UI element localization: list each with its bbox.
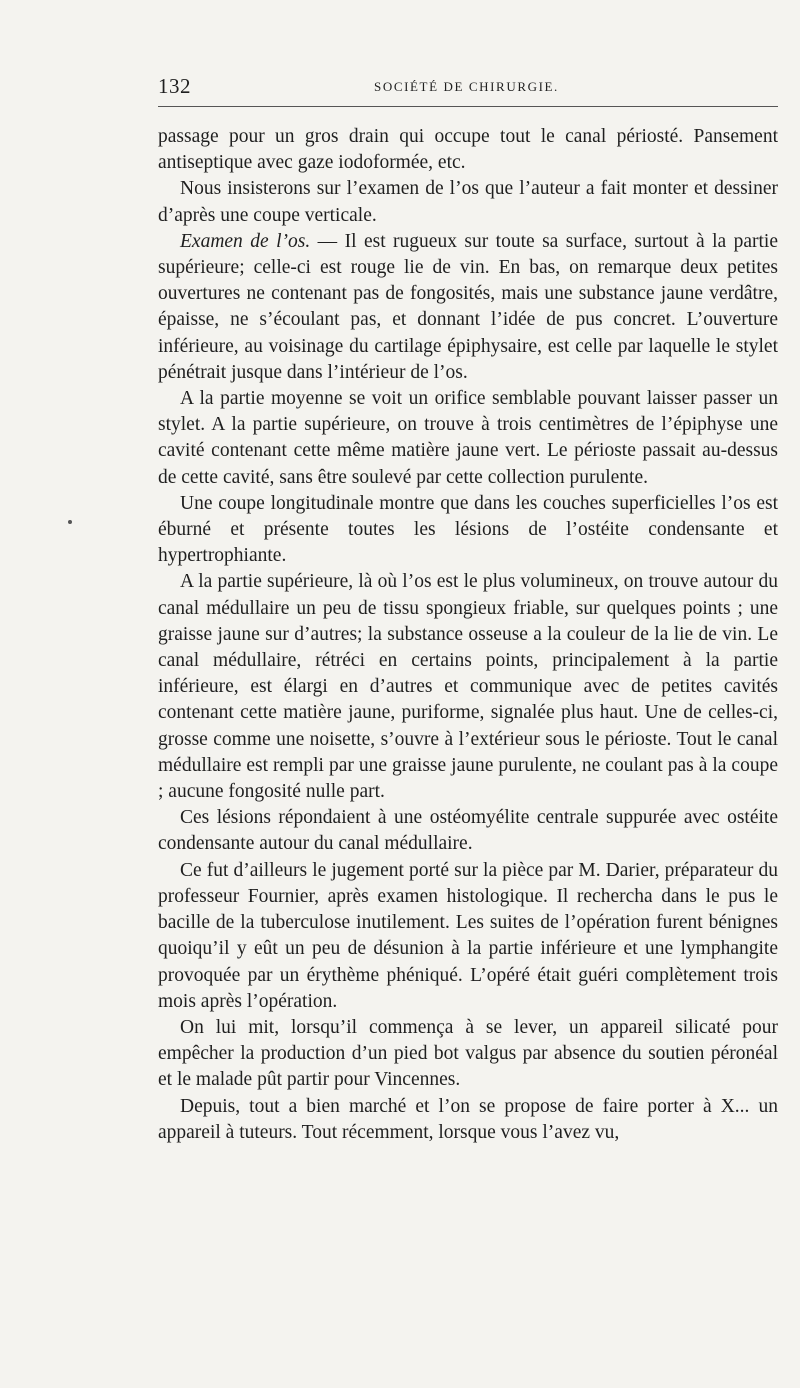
page-header — [158, 74, 778, 100]
paragraph-9: On lui mit, lorsqu’il commença à se lever, un appareil silicaté pour empêcher la production d’un pied bot valgus par absence du soutien péronéal et le malade pût partir pour Vincennes. — [158, 1016, 778, 1091]
margin-mark — [68, 520, 72, 524]
paragraph-4: A la partie moyenne se voit un orifice semblable pouvant laisser passer un stylet. A la partie supérieure, on trouve à trois centimètres de l’épiphyse une cavité contenant cette même matière jaune vert. Le périoste passait au-dessus de cette cavité, sans être soulevé par cette collection purulente. — [158, 388, 778, 488]
paragraph-10: Depuis, tout a bien marché et l’on se propose de faire porter à X... un appareil à tuteurs. Tout récemment, lorsque vous l’avez vu, — [158, 1095, 778, 1143]
page-number: 132 — [158, 74, 191, 98]
paragraph-7: Ces lésions répondaient à une ostéomyélite centrale suppurée avec ostéite condensante autour du canal médullaire. — [158, 807, 778, 855]
paragraph-1: passage pour un gros drain qui occupe tout le canal périosté. Pansement antiseptique avec gaze iodoformée, etc. — [158, 126, 778, 174]
paragraph-8: Ce fut d’ailleurs le jugement porté sur la pièce par M. Darier, préparateur du professeur Fournier, après examen histologique. Il rechercha dans le pus le bacille de la tuberculose inutilement. Les suites de l’opération furent bénignes quoiqu’il y eût un peu de désunion à la partie inférieure et une lymphangite provoquée par un érythème phéniqué. L’opéré était guéri complètement trois mois après l’opération. — [158, 859, 778, 1012]
paragraph-3-text: — Il est rugueux sur toute sa surface, surtout à la partie supérieure; celle-ci est rouge lie de vin. En bas, on remarque deux petites ouvertures ne contenant pas de fongosités, mais une substance jaune verdâtre, épaisse, ne s’écoulant pas, et donnant l’idée de pus concret. L’ouverture inférieure, au voisinage du cartilage épiphysaire, est celle par laquelle le stylet pénétrait jusque dans l’intérieur de l’os. — [158, 230, 778, 383]
section-heading: Examen de l’os. — [180, 230, 311, 252]
paragraph-2: Nous insisterons sur l’examen de l’os que l’auteur a fait monter et dessiner d’après une coupe verticale. — [158, 178, 778, 226]
paragraph-6: A la partie supérieure, là où l’os est le plus volumineux, on trouve autour du canal médullaire un peu de tissu spongieux friable, sur quelques points ; une graisse jaune sur d’autres; la substance osseuse a la couleur de la lie de vin. Le canal médullaire, rétréci en certains points, principalement à la partie inférieure, est élargi en d’autres et communique avec de petites cavités contenant cette matière jaune, puriforme, signalée plus haut. Une de celles-ci, grosse comme une noisette, s’ouvre à l’extérieur sous le périoste. Tout le canal médullaire est rempli par une graisse jaune purulente, ne coulant pas à la coupe ; aucune fongosité nulle part. — [158, 571, 778, 803]
header-rule — [158, 106, 778, 107]
running-title: SOCIÉTÉ DE CHIRURGIE. — [374, 79, 559, 94]
paragraph-3 — [158, 229, 778, 386]
body-text — [158, 124, 778, 1146]
paragraph-5: Une coupe longitudinale montre que dans les couches superficielles l’os est éburné et présente toutes les lésions de l’ostéite condensante et hypertrophiante. — [158, 492, 778, 567]
